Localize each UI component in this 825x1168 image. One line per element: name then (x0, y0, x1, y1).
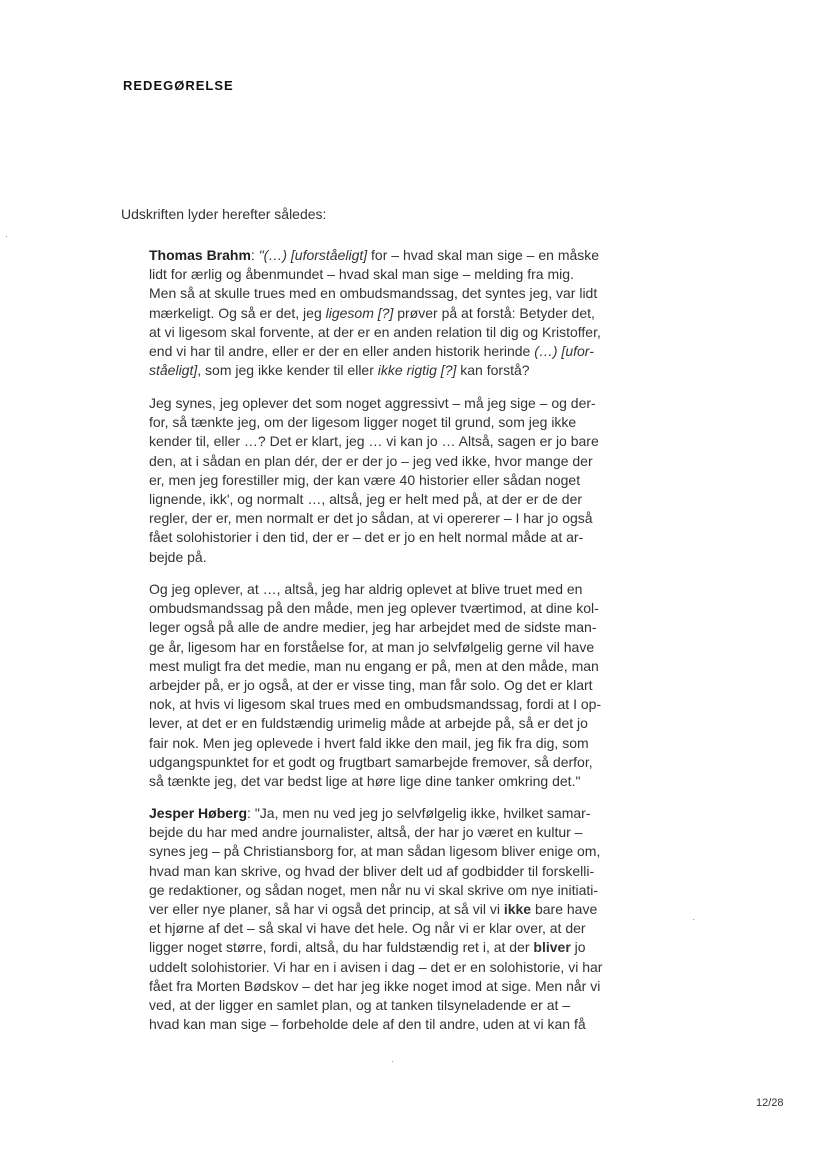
text-line (149, 304, 595, 323)
intro-text: Udskriften lyder herefter således: (121, 206, 327, 222)
text-line: ombudsmandssag på den måde, men jeg oplever tværtimod, at dine kol- (149, 600, 599, 617)
text-segment: ver eller nye planer, så har vi også det princip, at så vil vi (149, 900, 504, 917)
text-line: regler, der er, men normalt er det jo sådan, at vi opererer – I har jo også (149, 510, 593, 527)
paragraph-thomas-brahm-3 (149, 580, 602, 791)
text-line (149, 246, 600, 265)
text-line: nok, at hvis vi ligesom skal trues med en ombudsmandssag, fordi at I op- (149, 696, 602, 713)
speaker-colon: : (250, 247, 259, 263)
text-line: ge redaktioner, og sådan noget, men når nu vi skal skrive om nye initiati- (149, 881, 599, 898)
scan-speck (392, 1061, 393, 1062)
text-line: synes jeg – på Christiansborg for, at man sådan ligesom bliver enige om, (149, 843, 601, 860)
bold-text: ikke (503, 900, 532, 917)
text-line: Jeg synes, jeg oplever det som noget aggressivt – må jeg sige – og der- (149, 395, 596, 411)
text-line (149, 938, 595, 957)
italic-text: ståeligt] (149, 362, 198, 379)
text-segment: prøver på at forstå: Betyder det, (393, 304, 595, 321)
text-line: et hjørne af det – så skal vi have det hele. Og når vi er klar over, at der (149, 920, 586, 937)
text-line: fået fra Morten Bødskov – det har jeg ikke noget imod at sige. Men når vi (149, 977, 601, 994)
text-segment: kan forstå? (456, 362, 530, 379)
scan-speck (6, 236, 7, 237)
text-line: lidt for ærlig og åbenmundet – hvad skal man sige – melding fra mig. (149, 266, 574, 283)
text-line: den, at i sådan en plan dér, der er der jo – jeg ved ikke, hvor mange der (149, 452, 593, 469)
text-line (149, 804, 595, 823)
italic-text: ligesom [?] (325, 304, 394, 321)
text-line: mest muligt fra det medie, man nu engang er på, men at den måde, man (149, 657, 599, 674)
text-line: lignende, ikk', og normalt …, altså, jeg er helt med på, at der er de der (149, 490, 583, 507)
text-line: for, så tænkte jeg, om der ligesom ligger noget til grund, som jeg ikke (149, 414, 577, 431)
text-line: uddelt solohistorier. Vi har en i avisen i dag – det er en solohistorie, vi har (149, 958, 603, 975)
text-line: hvad kan man sige – forbeholde dele af den til andre, uden at vi kan få (149, 1016, 586, 1033)
italic-text: (…) [ufor- (534, 342, 594, 359)
text-line: Og jeg oplever, at …, altså, jeg har aldrig oplevet at blive truet med en (149, 581, 583, 597)
text-line: at vi ligesom skal forvente, at der er en anden relation til dig og Kristoffer, (149, 323, 601, 340)
text-line: udgangspunktet for et godt og frugtbart samarbejde fremover, så derfor, (149, 753, 593, 770)
text-line: bejde du har med andre journalister, altså, der har jo været en kultur – (149, 824, 583, 841)
text-line (149, 361, 595, 380)
speaker-name: Jesper Høberg (149, 805, 248, 821)
text-line: Men så at skulle trues med en ombudsmandssag, det syntes jeg, var lidt (149, 285, 598, 302)
paragraph-thomas-brahm-2 (149, 394, 599, 567)
text-line: leger også på alle de andre medier, jeg har arbejdet med de sidste man- (149, 619, 597, 636)
italic-text: "(…) [uforståeligt] (258, 247, 368, 263)
text-line: er, men jeg forestiller mig, der kan være 40 historier eller sådan noget (149, 471, 581, 488)
text-line: ge år, ligesom har en forståelse for, at man jo selvfølgelig gerne vil have (149, 638, 595, 655)
scan-speck (693, 919, 694, 920)
text-line (149, 900, 598, 919)
text-segment: bare have (531, 900, 598, 917)
paragraph-jesper-hoberg (149, 804, 603, 1034)
text-line: ved, at der ligger en samlet plan, og at tanken tilsyneladende er at – (149, 996, 571, 1013)
text-line: kender til, eller …? Det er klart, jeg … vi kan jo … Altså, sagen er jo bare (149, 433, 599, 450)
text-line: arbejder på, er jo også, at der er visse ting, man får solo. Og det er klart (149, 676, 593, 693)
text-segment: , som jeg ikke kender til eller (197, 362, 378, 379)
text-line: så tænkte jeg, det var bedst lige at høre lige dine tanker omkring det." (149, 772, 581, 789)
text-segment: ligger noget større, fordi, altså, du har fuldstændig ret i, at der (149, 939, 534, 956)
text-segment: jo (570, 939, 586, 956)
text-segment: for – hvad skal man sige – en måske (367, 247, 600, 263)
text-line (149, 342, 595, 361)
text-line: fair nok. Men jeg oplevede i hvert fald ikke den mail, jeg fik fra dig, som (149, 734, 589, 751)
document-heading: REDEGØRELSE (123, 78, 234, 93)
bold-text: bliver (533, 939, 571, 956)
text-line: bejde på. (149, 548, 207, 565)
page-number: 12/28 (756, 1097, 784, 1109)
speaker-name: Thomas Brahm (149, 247, 251, 263)
text-segment: end vi har til andre, eller er der en eller anden historik herinde (149, 342, 535, 359)
text-segment: mærkeligt. Og så er det, jeg (149, 304, 326, 321)
italic-text: ikke rigtig [?] (377, 362, 457, 379)
text-line: fået solohistorier i den tid, der er – det er jo en helt normal måde at ar- (149, 529, 584, 546)
paragraph-thomas-brahm-1 (149, 246, 601, 380)
text-line: hvad man kan skrive, og hvad der bliver delt ud af godbidder til forskelli- (149, 862, 595, 879)
text-segment: : "Ja, men nu ved jeg jo selvfølgelig ikke, hvilket samar- (247, 805, 591, 821)
text-line: lever, at det er en fuldstændig urimelig måde at arbejde på, så er det jo (149, 715, 588, 732)
